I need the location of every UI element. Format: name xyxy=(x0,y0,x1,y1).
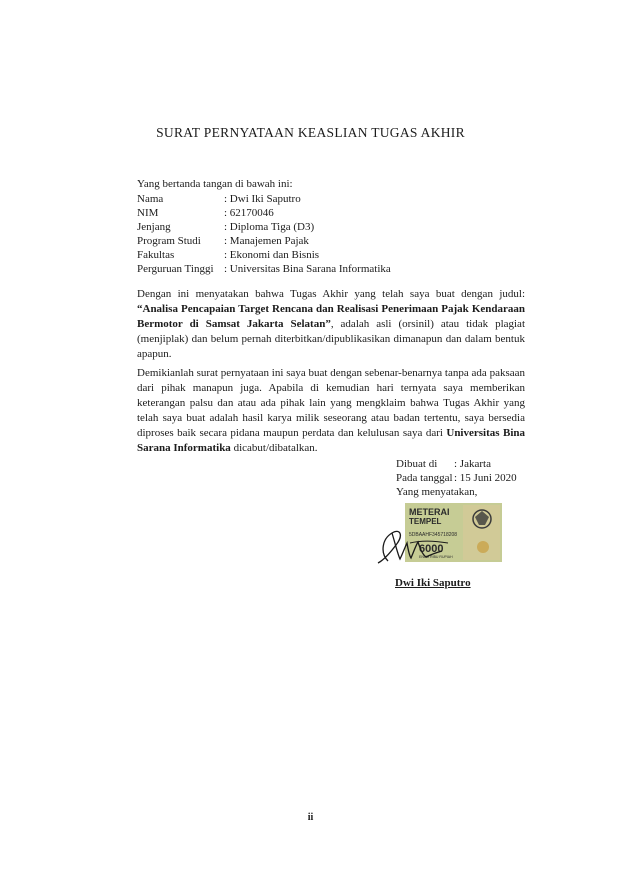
field-value-nim: : 62170046 xyxy=(224,207,274,219)
field-label-prodi: Program Studi xyxy=(137,235,201,247)
closing-text-end: dicabut/dibatalkan. xyxy=(233,442,318,454)
stamp-line1: METERAI xyxy=(409,507,450,517)
field-value-prodi: : Manajemen Pajak xyxy=(224,235,309,247)
place-label: Dibuat di xyxy=(396,458,438,470)
field-value-jenjang: : Diploma Tiga (D3) xyxy=(224,221,315,233)
field-label-perguruan-tinggi: Perguruan Tinggi xyxy=(137,263,214,275)
intro-text: Yang bertanda tangan di bawah ini: xyxy=(137,178,293,190)
stamp-amount: 6000 xyxy=(419,543,444,555)
stamp-line2: TEMPEL xyxy=(409,517,442,526)
signer-name: Dwi Iki Saputro xyxy=(395,577,471,589)
field-label-nama: Nama xyxy=(137,193,164,205)
statement-text: Dengan ini menyatakan bahwa Tugas Akhir yang telah saya buat dengan judul: xyxy=(137,288,525,300)
place-value: : Jakarta xyxy=(454,458,491,470)
stating-text: Yang menyatakan, xyxy=(396,486,478,498)
statement-text-continued: , adalah asli (orsinil) atau tidak plagiat (menjiplak) dan belum pernah diterbitkan/dipublikasikan dimanapun dan dalam bentuk apapun. xyxy=(137,318,525,360)
field-value-perguruan-tinggi: : Universitas Bina Sarana Informatika xyxy=(224,263,391,275)
closing-paragraph xyxy=(137,366,525,456)
stamp-words: ENAM RIBU RUPIAH xyxy=(419,555,453,559)
date-value: : 15 Juni 2020 xyxy=(454,472,517,484)
field-label-fakultas: Fakultas xyxy=(137,249,175,261)
date-label: Pada tanggal xyxy=(396,472,453,484)
handwritten-signature xyxy=(370,513,460,568)
field-label-jenjang: Jenjang xyxy=(137,221,171,233)
statement-paragraph xyxy=(137,287,525,362)
document-title: SURAT PERNYATAAN KEASLIAN TUGAS AKHIR xyxy=(156,125,465,140)
page-number: ii xyxy=(307,812,314,823)
university-name: Universitas Bina Sarana Informatika xyxy=(137,427,525,454)
field-label-nim: NIM xyxy=(137,207,159,219)
closing-text: Demikianlah surat pernyataan ini saya buat dengan sebenar-benarnya tanpa ada paksaan dari pihak manapun juga. Apabila di kemudian hari ternyata saya memberikan keterangan palsu dan atau ada pihak lain yang mengklaim bahwa Tugas Akhir yang telah saya buat adalah hasil karya milik seseorang atau badan tertentu, saya bersedia diproses baik secara pidana maupun perdata dan kelulusan saya dari xyxy=(137,367,525,439)
thesis-title: “Analisa Pencapaian Target Rencana dan Realisasi Penerimaan Pajak Kendaraan Bermotor di Samsat Jakarta Selatan” xyxy=(137,303,525,330)
field-value-fakultas: : Ekonomi dan Bisnis xyxy=(224,249,320,261)
field-value-nama: : Dwi Iki Saputro xyxy=(224,193,301,205)
stamp-serial: 5DBAAHF345718208 xyxy=(409,532,458,538)
